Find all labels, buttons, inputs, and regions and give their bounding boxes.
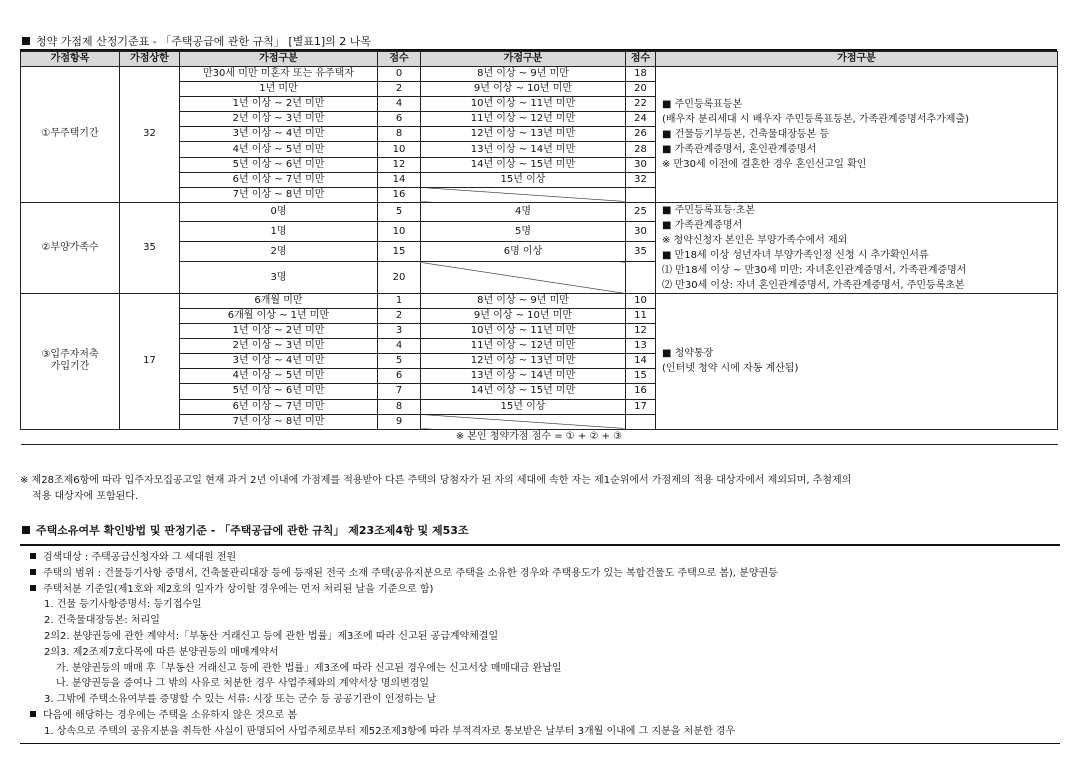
- document-note: ■ 건물등기부등본, 건축물대장등본 등: [662, 128, 830, 140]
- category-a: 6개월 미만: [180, 293, 378, 308]
- item-name: [21, 293, 120, 429]
- category-a: 6년 이상 ~ 7년 미만: [180, 399, 378, 414]
- category-b: 14년 이상 ~ 15년 미만: [421, 384, 626, 399]
- header-score-a: 점수: [378, 52, 421, 67]
- list-item: [20, 629, 1060, 645]
- score-a: 10: [378, 142, 421, 157]
- score-a: 20: [378, 262, 421, 293]
- list-item-text: 1. 상속으로 주택의 공유지분을 취득한 사실이 판명되어 사업주체로부터 제52조제3항에 따라 부적격자로 통보받은 날부터 3개월 이내에 그 지분을 처분한 경우: [44, 725, 736, 737]
- header-cap: 가점상한: [120, 52, 180, 67]
- category-a: 3년 이상 ~ 4년 미만: [180, 127, 378, 142]
- category-b: 12년 이상 ~ 13년 미만: [421, 127, 626, 142]
- table-row: [21, 202, 1058, 221]
- list-item: [20, 708, 1060, 724]
- category-b: 13년 이상 ~ 14년 미만: [421, 142, 626, 157]
- list-item: [20, 692, 1060, 708]
- score-a: 3: [378, 324, 421, 339]
- score-a: 12: [378, 157, 421, 172]
- score-b: 20: [626, 82, 656, 97]
- list-item: [20, 613, 1060, 629]
- list-item: [20, 566, 1060, 582]
- document-note: ■ 가족관계증명서: [662, 219, 743, 231]
- document-note: (배우자 분리세대 시 배우자 주민등록표등본, 가족관계증명서추가제출): [662, 113, 970, 125]
- score-a: 8: [378, 399, 421, 414]
- score-table: [20, 51, 1058, 445]
- empty-score-cell: [626, 262, 656, 293]
- category-a: 5년 이상 ~ 6년 미만: [180, 384, 378, 399]
- category-a: 2년 이상 ~ 3년 미만: [180, 112, 378, 127]
- item-name-line: 가입기간: [50, 361, 90, 373]
- category-b: 8년 이상 ~ 9년 미만: [421, 67, 626, 82]
- score-b: 28: [626, 142, 656, 157]
- category-b: 13년 이상 ~ 14년 미만: [421, 369, 626, 384]
- document-note: ■ 만18세 이상 성년자녀 부양가족인정 신청 시 추가확인서류: [662, 249, 929, 261]
- category-a: 만30세 미만 미혼자 또는 유주택자: [180, 67, 378, 82]
- category-a: 1년 이상 ~ 2년 미만: [180, 324, 378, 339]
- category-b: 14년 이상 ~ 15년 미만: [421, 157, 626, 172]
- score-a: 10: [378, 221, 421, 241]
- score-b: 30: [626, 157, 656, 172]
- score-b: 32: [626, 172, 656, 187]
- list-item-text: 3. 그밖에 주택소유여부를 증명할 수 있는 서류: 시장 또는 군수 등 공공기관이 인정하는 날: [44, 694, 437, 706]
- list-item-text: 검색대상 : 주택공급신청자와 그 세대원 전원: [43, 552, 237, 563]
- item-cap: 17: [120, 293, 180, 429]
- footnote-line-1: ※ 제28조제6항에 따라 입주자모집공고일 현재 과거 2년 이내에 가점제를 적용받아 다른 주택의 당첨자가 된 자의 세대에 속한 자는 제1순위에서 가점제의 적용 대상자에서 제외되며, 추첨제의: [20, 475, 852, 486]
- category-b: 11년 이상 ~ 12년 미만: [421, 339, 626, 354]
- list-item-text: 1. 건물 등기사항증명서: 등기접수일: [44, 599, 202, 611]
- category-b: 8년 이상 ~ 9년 미만: [421, 293, 626, 308]
- score-b: 35: [626, 242, 656, 262]
- score-a: 4: [378, 339, 421, 354]
- list-item: [20, 582, 1060, 598]
- list-item: [20, 676, 1060, 692]
- score-b: 11: [626, 308, 656, 323]
- empty-slash-cell: [421, 187, 626, 202]
- score-a: 7: [378, 384, 421, 399]
- score-b: 12: [626, 324, 656, 339]
- category-a: 5년 이상 ~ 6년 미만: [180, 157, 378, 172]
- square-bullet-icon: [30, 711, 36, 717]
- score-a: 6: [378, 369, 421, 384]
- empty-score-cell: [626, 187, 656, 202]
- document-note: ⑵ 만30세 이상: 자녀 혼인관계증명서, 가족관계증명서, 주민등록초본: [662, 279, 965, 291]
- empty-slash-cell: [421, 262, 626, 293]
- item-name: ②부양가족수: [21, 202, 120, 293]
- score-a: 8: [378, 127, 421, 142]
- category-a: 4년 이상 ~ 5년 미만: [180, 142, 378, 157]
- category-a: 1명: [180, 221, 378, 241]
- document-note: ■ 가족관계증명서, 혼인관계증명서: [662, 143, 817, 155]
- document-note: ■ 청약통장: [662, 348, 714, 360]
- item-name-line: ③입주자저축: [41, 349, 99, 361]
- score-b: 18: [626, 67, 656, 82]
- total-formula: ※ 본인 청약가점 점수 = ① + ② + ③: [21, 429, 1058, 444]
- category-a: 1년 이상 ~ 2년 미만: [180, 97, 378, 112]
- total-row: [21, 429, 1058, 444]
- score-b: 22: [626, 97, 656, 112]
- list-item-text: 나. 분양권등을 증여나 그 밖의 사유로 처분한 경우 사업주체와의 계약서상 명의변경일: [56, 678, 430, 690]
- score-b: 10: [626, 293, 656, 308]
- score-b: 25: [626, 202, 656, 221]
- category-a: 4년 이상 ~ 5년 미만: [180, 369, 378, 384]
- category-a: 7년 이상 ~ 8년 미만: [180, 414, 378, 429]
- required-documents: [656, 293, 1058, 429]
- category-b: 4명: [421, 202, 626, 221]
- score-a: 1: [378, 293, 421, 308]
- category-a: 6개월 이상 ~ 1년 미만: [180, 308, 378, 323]
- score-a: 14: [378, 172, 421, 187]
- document-note: ※ 만30세 이전에 결혼한 경우 혼인신고일 확인: [662, 158, 867, 170]
- header-row: [21, 52, 1058, 67]
- header-item: 가점항목: [21, 52, 120, 67]
- square-bullet-icon: [22, 526, 30, 534]
- header-category-b: 가점구분: [421, 52, 626, 67]
- list-item-text: 주택처분 기준일(제1호와 제2호의 일자가 상이할 경우에는 먼저 처리된 날을 기준으로 함): [43, 583, 434, 595]
- category-b: 10년 이상 ~ 11년 미만: [421, 324, 626, 339]
- category-b: 15년 이상: [421, 399, 626, 414]
- score-b: 26: [626, 127, 656, 142]
- header-documents: 가점구분: [656, 52, 1058, 67]
- category-a: 7년 이상 ~ 8년 미만: [180, 187, 378, 202]
- score-a: 15: [378, 242, 421, 262]
- score-b: 16: [626, 384, 656, 399]
- list-item-text: 가. 분양권등의 매매 후「부동산 거래신고 등에 관한 법률」제3조에 따라 신고된 경우에는 신고서상 매매대금 완납일: [56, 662, 562, 674]
- score-b: 17: [626, 399, 656, 414]
- list-item-text: 2. 건축물대장등본: 처리일: [44, 615, 160, 627]
- score-a: 0: [378, 67, 421, 82]
- category-b: 15년 이상: [421, 172, 626, 187]
- square-bullet-icon: [30, 569, 36, 575]
- document-note: ⑴ 만18세 이상 ~ 만30세 미만: 자녀혼인관계증명서, 가족관계증명서: [662, 264, 967, 276]
- score-b: 30: [626, 221, 656, 241]
- footnote-line-2: 적용 대상자에 포함된다.: [32, 491, 139, 502]
- score-b: 15: [626, 369, 656, 384]
- category-b: 10년 이상 ~ 11년 미만: [421, 97, 626, 112]
- required-documents: [656, 202, 1058, 293]
- score-a: 2: [378, 308, 421, 323]
- score-a: 16: [378, 187, 421, 202]
- document-note: ※ 청약신청자 본인은 부양가족수에서 제외: [662, 234, 848, 246]
- document-note: (인터넷 청약 시에 자동 계산됨): [662, 363, 799, 375]
- square-bullet-icon: [22, 37, 30, 45]
- empty-slash-cell: [421, 414, 626, 429]
- score-a: 5: [378, 202, 421, 221]
- score-b: 14: [626, 354, 656, 369]
- ownership-criteria-list: [20, 544, 1060, 744]
- list-item: [20, 645, 1060, 661]
- category-a: 3년 이상 ~ 4년 미만: [180, 354, 378, 369]
- category-a: 3명: [180, 262, 378, 293]
- category-b: 6명 이상: [421, 242, 626, 262]
- footnote: [20, 473, 1060, 505]
- table-row: [21, 293, 1058, 308]
- list-item: [20, 550, 1060, 566]
- document-note: ■ 주민등록표등본: [662, 98, 743, 110]
- document-note: ■ 주민등록표등·초본: [662, 204, 756, 216]
- square-bullet-icon: [30, 585, 36, 591]
- list-item-text: 다음에 해당하는 경우에는 주택을 소유하지 않은 것으로 봄: [43, 709, 298, 721]
- category-a: 1년 미만: [180, 82, 378, 97]
- list-item: [20, 661, 1060, 677]
- section2-title: 주택소유여부 확인방법 및 판정기준 - 「주택공급에 관한 규칙」 제23조제4항 및 제53조: [22, 522, 469, 538]
- score-a: 9: [378, 414, 421, 429]
- score-a: 4: [378, 97, 421, 112]
- list-item: [20, 597, 1060, 613]
- table-row: [21, 67, 1058, 82]
- score-a: 5: [378, 354, 421, 369]
- category-b: 11년 이상 ~ 12년 미만: [421, 112, 626, 127]
- square-bullet-icon: [30, 553, 36, 559]
- score-a: 6: [378, 112, 421, 127]
- category-a: 0명: [180, 202, 378, 221]
- category-a: 2년 이상 ~ 3년 미만: [180, 339, 378, 354]
- score-b: 24: [626, 112, 656, 127]
- category-b: 12년 이상 ~ 13년 미만: [421, 354, 626, 369]
- list-item-text: 2의3. 제2조제7호다목에 따른 분양권등의 매매계약서: [44, 646, 279, 658]
- required-documents: [656, 67, 1058, 203]
- category-b: 9년 이상 ~ 10년 미만: [421, 82, 626, 97]
- list-item: [20, 724, 1060, 740]
- header-score-b: 점수: [626, 52, 656, 67]
- empty-score-cell: [626, 414, 656, 429]
- item-cap: 32: [120, 67, 180, 203]
- score-a: 2: [378, 82, 421, 97]
- category-b: 9년 이상 ~ 10년 미만: [421, 308, 626, 323]
- category-b: 5명: [421, 221, 626, 241]
- header-category-a: 가점구분: [180, 52, 378, 67]
- item-name: ①무주택기간: [21, 67, 120, 203]
- item-cap: 35: [120, 202, 180, 293]
- list-item-text: 주택의 범위 : 건물등기사항 증명서, 건축물관리대장 등에 등재된 전국 소재 주택(공유지분으로 주택을 소유한 경우와 주택용도가 있는 복합건물도 주택으로 봄), 분양권등: [43, 567, 778, 579]
- list-item-text: 2의2. 분양권등에 관한 계약서:「부동산 거래신고 등에 관한 법률」제3조에 따라 신고된 공급계약체결일: [44, 630, 499, 642]
- score-b: 13: [626, 339, 656, 354]
- category-a: 2명: [180, 242, 378, 262]
- category-a: 6년 이상 ~ 7년 미만: [180, 172, 378, 187]
- section1-title: 청약 가점제 산정기준표 - 「주택공급에 관한 규칙」 [별표1]의 2 나목: [22, 33, 371, 49]
